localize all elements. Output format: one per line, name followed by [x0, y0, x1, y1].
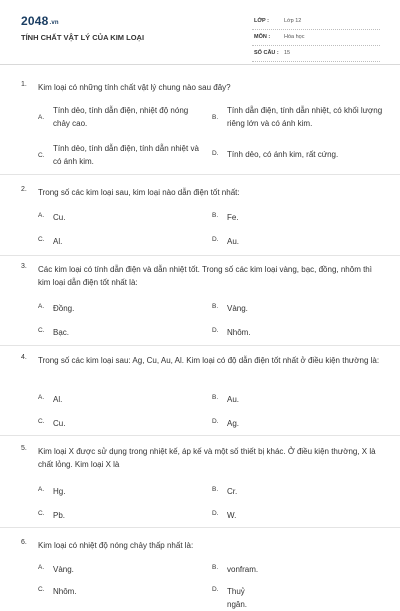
question-divider	[0, 174, 400, 175]
option-text: Fe.	[227, 213, 239, 222]
option-text: W.	[227, 511, 237, 520]
option-letter: B.	[212, 114, 219, 121]
question-text: Trong số các kim loại sau: Ag, Cu, Au, Al. Kim loại có độ dẫn điện tốt nhất ở điều kiện thường là:	[38, 356, 380, 365]
option-letter: A.	[38, 114, 45, 121]
option-letter: D.	[212, 150, 219, 157]
option-letter: C.	[38, 418, 45, 425]
logo-sub: .vn	[49, 20, 59, 26]
question-divider	[0, 527, 400, 528]
option-letter: C.	[38, 586, 45, 593]
meta-row-count	[252, 48, 380, 62]
worksheet-meta	[252, 16, 380, 64]
meta-value: Hóa học	[284, 34, 305, 40]
option-text: Tính dẫn điện, tính dẫn nhiệt, có khối lượng riêng lớn và có ánh kim.	[227, 106, 383, 128]
option-text: Thuỷ ngân.	[227, 587, 248, 609]
option-text: Vàng.	[227, 304, 248, 313]
option-text: Cu.	[53, 213, 66, 222]
meta-row-subject	[252, 32, 380, 46]
option-letter: D.	[212, 418, 219, 425]
option-letter: D.	[212, 586, 219, 593]
option-text: Cu.	[53, 419, 66, 428]
option-letter: A.	[38, 303, 45, 310]
meta-value: Lớp 12	[284, 18, 302, 24]
option-text: Tính dẻo, tính dẫn điện, nhiệt độ nóng chảy cao.	[53, 106, 189, 128]
option-letter: B.	[212, 212, 219, 219]
option-letter: B.	[212, 486, 219, 493]
option-text: vonfram.	[227, 565, 259, 574]
option-text: Au.	[227, 395, 240, 404]
question-divider	[0, 435, 400, 436]
question-text: Kim loại có những tính chất vật lý chung nào sau đây?	[38, 83, 231, 92]
option-letter: B.	[212, 564, 219, 571]
question-number: 2.	[21, 186, 27, 193]
option-text: Ag.	[227, 419, 240, 428]
option-text: Pb.	[53, 511, 66, 520]
site-logo[interactable]	[21, 14, 59, 28]
question-number: 4.	[21, 354, 27, 361]
worksheet-header	[0, 0, 400, 64]
meta-key: LỚP :	[254, 18, 269, 24]
option-letter: C.	[38, 236, 45, 243]
option-letter: D.	[212, 327, 219, 334]
worksheet-topic: TÍNH CHẤT VẬT LÝ CỦA KIM LOẠI	[21, 33, 145, 42]
option-letter: A.	[38, 486, 45, 493]
question-number: 5.	[21, 445, 27, 452]
question-text: Kim loại có nhiệt độ nóng chảy thấp nhất là:	[38, 541, 194, 550]
question-text: Các kim loại có tính dẫn điện và dẫn nhiệt tốt. Trong số các kim loại vàng, bạc, đồng, nhôm thì kim loại dẫn điện tốt nhất là:	[38, 265, 372, 287]
option-letter: D.	[212, 510, 219, 517]
option-text: Vàng.	[53, 565, 74, 574]
option-letter: B.	[212, 303, 219, 310]
meta-value: 15	[284, 50, 291, 56]
option-text: Nhôm.	[53, 587, 77, 596]
question-number: 3.	[21, 263, 27, 270]
meta-row-class	[252, 16, 380, 30]
option-text: Nhôm.	[227, 328, 251, 337]
question-text: Trong số các kim loại sau, kim loại nào dẫn điện tốt nhất:	[38, 188, 240, 197]
option-text: Al.	[53, 237, 63, 246]
question-divider	[0, 255, 400, 256]
logo-main: 2048	[21, 14, 49, 28]
option-letter: A.	[38, 212, 45, 219]
question-divider	[0, 345, 400, 346]
option-text: Tính dẻo, có ánh kim, rất cứng.	[227, 150, 339, 159]
option-text: Đồng.	[53, 304, 75, 313]
option-letter: A.	[38, 394, 45, 401]
header-divider	[0, 64, 400, 65]
meta-key: SỐ CÂU :	[254, 50, 279, 56]
option-letter: C.	[38, 152, 45, 159]
option-letter: A.	[38, 564, 45, 571]
option-text: Tính dẻo, tính dẫn điện, tính dẫn nhiệt và có ánh kim.	[53, 144, 199, 166]
option-text: Bạc.	[53, 328, 70, 337]
option-letter: B.	[212, 394, 219, 401]
option-letter: D.	[212, 236, 219, 243]
option-letter: C.	[38, 510, 45, 517]
meta-key: MÔN :	[254, 34, 271, 40]
option-letter: C.	[38, 327, 45, 334]
option-text: Al.	[53, 395, 63, 404]
question-text: Kim loại X được sử dụng trong nhiệt kế, áp kế và một số thiết bị khác. Ở điều kiện thường, X là chất lỏng. Kim loại X là	[38, 447, 376, 469]
question-number: 1.	[21, 81, 27, 88]
question-number: 6.	[21, 539, 27, 546]
option-text: Hg.	[53, 487, 66, 496]
option-text: Cr.	[227, 487, 238, 496]
option-text: Au.	[227, 237, 240, 246]
